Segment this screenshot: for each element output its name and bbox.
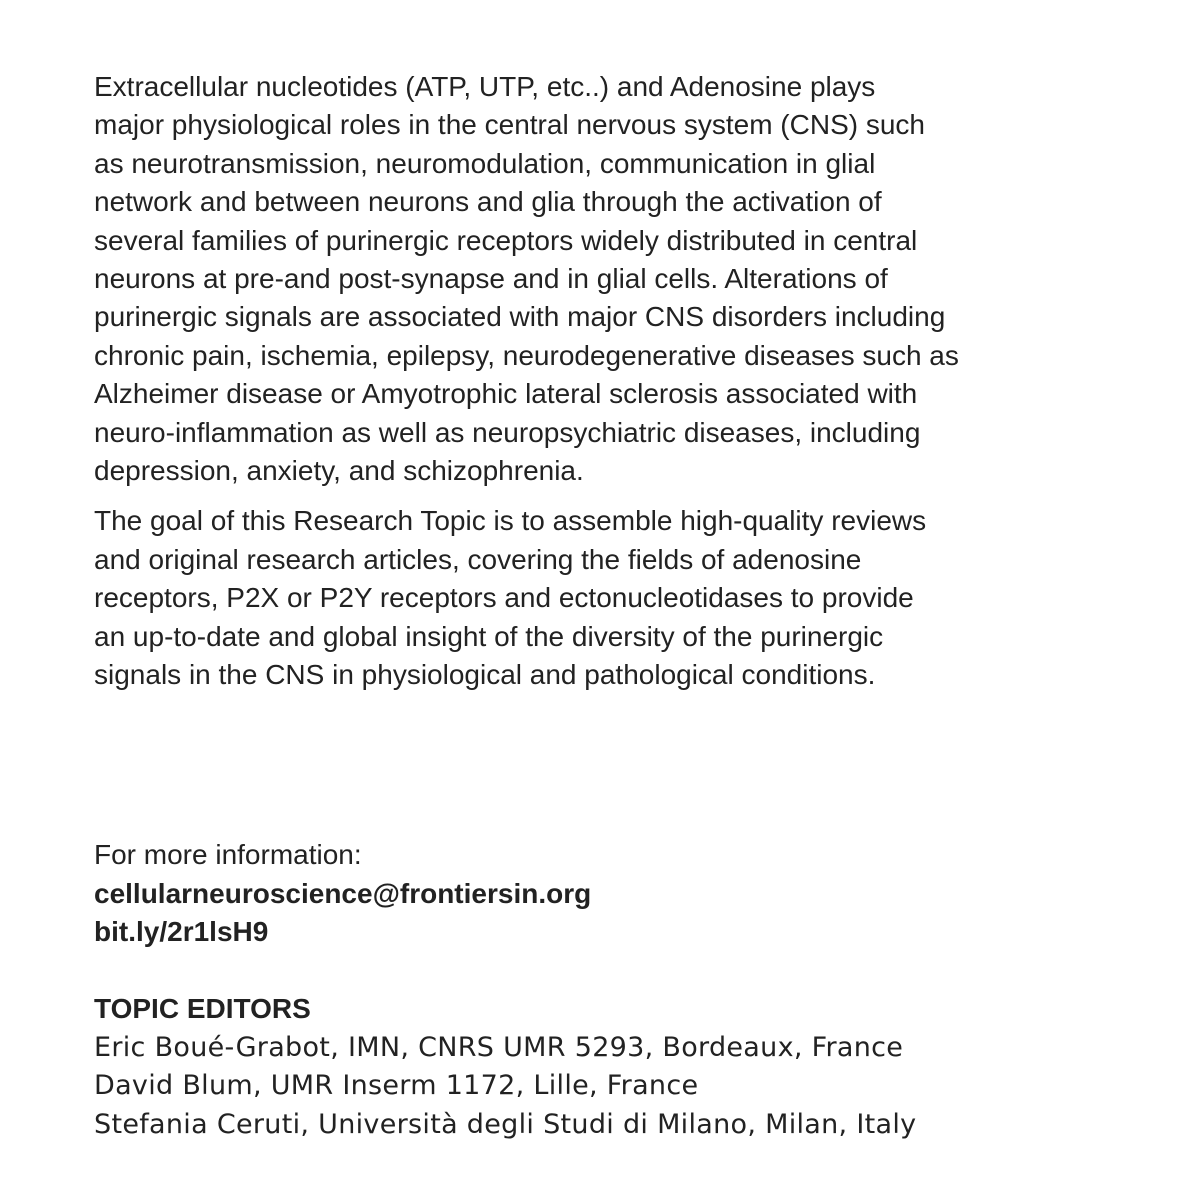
paragraph-line: neuro-inflammation as well as neuropsychiatric diseases, including: [94, 416, 921, 448]
paragraph-line: neurons at pre-and post-synapse and in glial cells. Alterations of: [94, 263, 888, 295]
document-body: [94, 68, 1094, 695]
editor-entry: Stefania Ceruti, Università degli Studi di Milano, Milan, Italy: [94, 1108, 917, 1140]
paragraph-line: as neurotransmission, neuromodulation, communication in glial: [94, 147, 876, 179]
paragraph-line: network and between neurons and glia through the activation of: [94, 186, 882, 218]
paragraph-line: The goal of this Research Topic is to assemble high-quality reviews: [94, 505, 927, 537]
more-info-label: For more information:: [94, 839, 362, 870]
short-url-link[interactable]: bit.ly/2r1lsH9: [94, 916, 269, 948]
paragraph-line: purinergic signals are associated with major CNS disorders including: [94, 301, 946, 333]
paragraph-line: Alzheimer disease or Amyotrophic lateral sclerosis associated with: [94, 378, 918, 410]
contact-email-link[interactable]: cellularneuroscience@frontiersin.org: [94, 877, 592, 909]
paragraph-line: depression, anxiety, and schizophrenia.: [94, 455, 584, 487]
paragraph-line: receptors, P2X or P2Y receptors and ectonucleotidases to provide: [94, 582, 914, 614]
paragraph-line: chronic pain, ischemia, epilepsy, neurodegenerative diseases such as: [94, 339, 959, 371]
paragraph-line: major physiological roles in the central nervous system (CNS) such: [94, 109, 925, 141]
paragraph-line: signals in the CNS in physiological and pathological conditions.: [94, 659, 876, 691]
paragraph-line: several families of purinergic receptors widely distributed in central: [94, 224, 918, 256]
editor-entry: David Blum, UMR Inserm 1172, Lille, France: [94, 1070, 699, 1102]
intro-paragraph: [94, 68, 1094, 490]
paragraph-line: an up-to-date and global insight of the diversity of the purinergic: [94, 620, 884, 652]
topic-editors-heading: TOPIC EDITORS: [94, 993, 311, 1024]
more-info-section: [94, 836, 591, 952]
paragraph-line: Extracellular nucleotides (ATP, UTP, etc..) and Adenosine plays: [94, 71, 876, 102]
topic-editors-section: [94, 990, 916, 1144]
paragraph-line: and original research articles, covering the fields of adenosine: [94, 543, 862, 575]
goal-paragraph: [94, 502, 1094, 694]
editor-entry: Eric Boué-Grabot, IMN, CNRS UMR 5293, Bordeaux, France: [94, 1031, 904, 1063]
